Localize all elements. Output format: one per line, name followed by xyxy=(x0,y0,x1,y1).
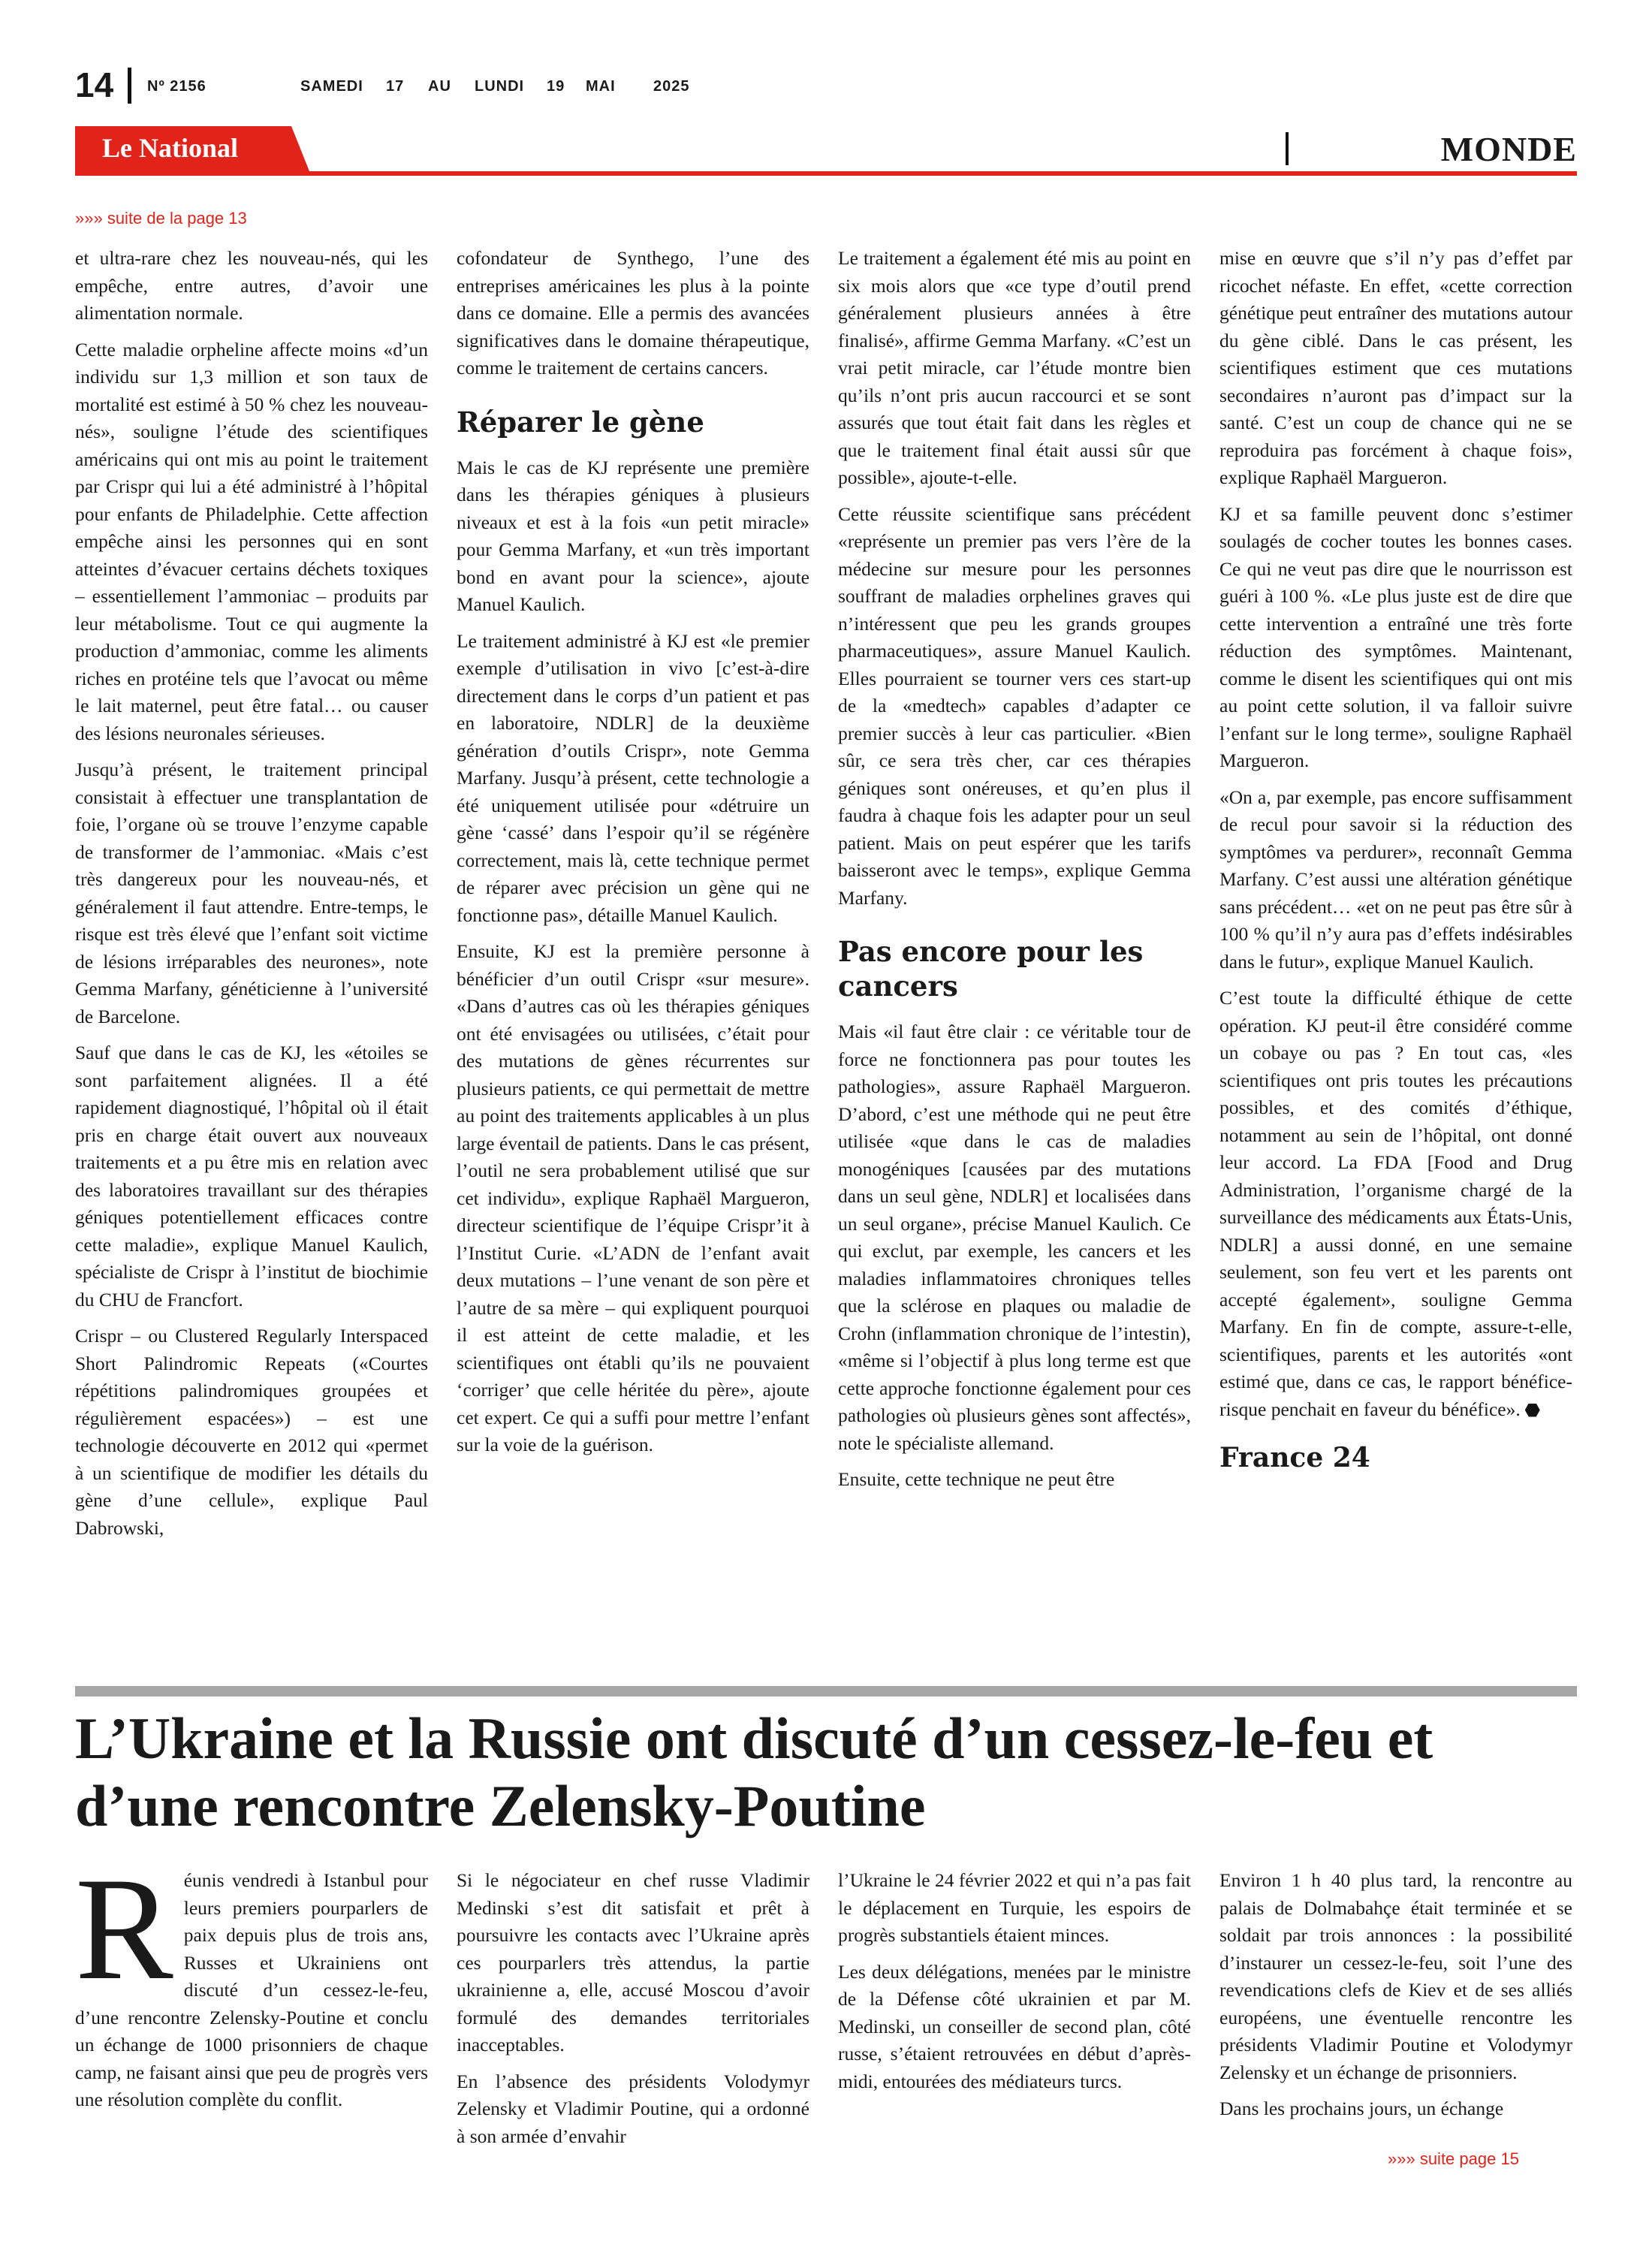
article2-column-3 xyxy=(838,1867,1191,2104)
end-mark-icon xyxy=(1525,1404,1540,1417)
article2-lead-text: éunis vendredi à Istanbul pour leurs premiers pourparlers de paix depuis plus de trois ans, Russes et Ukrainiens ont discuté d’un cessez-le-feu, d’une rencontre Zelensky-Poutine et conclu un échange de 1000 prisonniers de chaque camp, ne faisant ainsi que peu de progrès vers une résolution complète du conflit. xyxy=(75,1869,428,2110)
paragraph: Dans les prochains jours, un échange xyxy=(1219,2098,1504,2119)
paragraph: KJ et sa famille peuvent donc s’estimer soulagés de cocher toutes les bonnes cases. Ce qui ne veut pas dire que le nourrisson est guéri à 100 %. «Le plus juste est de dire que cette intervention a entraîné une très forte réduction des symptômes. Maintenant, comme le disent les scientifiques qui ont mis au point cette solution, il va falloir suivre l’enfant sur le long terme», souligne Raphaël Margueron. xyxy=(1219,502,1572,771)
paragraph: Les deux délégations, menées par le ministre de la Défense côté ukrainien et par M. Medinski, un conseiller de second plan, côté russe, s’étaient retrouvées en début d’après-midi, entourées des médiateurs turcs. xyxy=(838,1960,1191,2092)
paragraph: Cette réussite scientifique sans précédent «représente un premier pas vers l’ère de la médecine sur mesure pour les personnes souffrant de maladies orphelines graves qui n’intéressent que peu les grands groupes pharmaceutiques», assure Manuel Kaulich. Elles pourraient se tourner vers ces start-up de la «medtech» capables d’adapter ce premier succès à leur cas particulier. «Bien sûr, ce sera très cher, car ces thérapies géniques sont onéreuses, et qu’en plus il faudra à chaque fois les adapter pour un seul patient. Mais on peut espérer que les tarifs baisseront avec le temps», explique Gemma Marfany. xyxy=(838,502,1191,909)
article2-column-4 xyxy=(1219,1867,1572,2132)
subheading-reparer: Réparer le gène xyxy=(457,405,704,439)
date-day-end: LUNDI xyxy=(475,78,525,95)
article2-headline: L’Ukraine et la Russie ont discuté d’un cessez-le-feu et d’une rencontre Zelensky-Poutine xyxy=(75,1706,1433,1838)
issue-number: Nº 2156 xyxy=(147,78,206,95)
date-au: AU xyxy=(428,78,451,95)
paragraph: l’Ukraine le 24 février 2022 et qui n’a pas fait le déplacement en Turquie, les espoirs de progrès substantiels étaient minces. xyxy=(838,1869,1191,1946)
article1-column-4 xyxy=(1219,245,1572,1472)
paragraph xyxy=(75,1847,428,2114)
paragraph: Ensuite, KJ est la première personne à bénéficier d’un outil Crispr «sur mesure». «Dans d’autres cas où les thérapies géniques ont été envisagées ou utilisées, c’était pour des mutations de gènes récurrentes sur plusieurs patients, ce qui permettait de mettre au point des traitements applicables à un plus large éventail de patients. Dans le cas présent, l’outil ne sera probablement utilisé que sur cet individu», explique Raphaël Margueron, directeur scientifique de l’équipe Crispr’it à l’Institut Curie. «L’ADN de l’enfant avait deux mutations – l’une venant de son père et l’autre de sa mère – qui expliquent pourquoi il est atteint de cette maladie, et les scientifiques ont établi qu’ils ne pouvaient ‘corriger’ que celle héritée du père», ajoute cet expert. Ce qui a suffi pour mettre l’enfant sur la voie de la guérison. xyxy=(457,940,809,1455)
paragraph: Crispr – ou Clustered Regularly Interspaced Short Palindromic Repeats («Courtes répétitions palindromiques groupées et régulièrement espacées») – est une technologie découverte en 2012 qui «permet à un scientifique de modifier les détails du gène d’une cellule», explique Paul Dabrowski, xyxy=(75,1325,428,1539)
paragraph: Le traitement a également été mis au point en six mois alors que «ce type d’outil prend généralement plusieurs années à être finalisé», affirme Gemma Marfany. «C’est un vrai petit miracle, car l’étude montre bien qu’ils n’ont pris aucun raccourci et se sont assurés que tout était fait dans les règles et que le traitement final était aussi sûr que possible», ajoute-t-elle. xyxy=(838,247,1191,488)
date-end: 19 xyxy=(547,78,565,95)
paragraph: Jusqu’à présent, le traitement principal consistait à effectuer une transplantation de foie, l’organe où se trouve l’enzyme capable de transformer de l’ammoniac. «Mais c’est très dangereux pour les nouveau-nés, et généralement il faut attendre. Entre-temps, le risque est très élevé que l’enfant soit victime de lésions irréparables des neurones», note Gemma Marfany, généticienne à l’université de Barcelone. xyxy=(75,759,428,1027)
article2-column-1 xyxy=(75,1847,428,2123)
paragraph: Mais le cas de KJ représente une première dans les thérapies géniques à plusieurs niveaux et est à la fois «un petit miracle» pour Gemma Marfany, et «un très important bond en avant pour la science», ajoute Manuel Kaulich. xyxy=(457,456,809,615)
section-banner xyxy=(75,126,1577,177)
paragraph: Cette maladie orpheline affecte moins «d’un individu sur 1,3 million et son taux de mortalité est estimé à 50 % chez les nouveau-nés», souligne l’étude des scientifiques américains qui ont mis au point le traitement par Crispr qui lui a été administré à l’hôpital pour enfants de Philadelphie. Cette affection empêche ainsi les personnes qui en sont atteintes d’évacuer certains déchets toxiques – essentiellement l’ammoniac – produits par leur métabolisme. Tout ce qui augmente la production d’ammoniac, comme les aliments riches en protéine tels que l’avocat ou même le lait maternel, peut être fatal… ou causer des lésions neuronales sérieuses. xyxy=(75,338,428,744)
paragraph: et ultra-rare chez les nouveau-nés, qui les empêche, entre autres, d’avoir une alimentation normale. xyxy=(75,247,428,324)
continuation-from: »»» suite de la page 13 xyxy=(75,209,247,228)
article-separator xyxy=(75,1686,1577,1697)
continuation-to: »»» suite page 15 xyxy=(1388,2149,1519,2168)
banner-rule xyxy=(75,171,1577,176)
date-start: 17 xyxy=(386,78,405,95)
paragraph: mise en œuvre que s’il n’y pas d’effet par ricochet néfaste. En effet, «cette correction génétique peut entraîner des mutations autour du gène ciblé. Dans le cas présent, les scientifiques estiment que ces mutations secondaires n’auront pas d’impact sur la santé. C’est un coup de chance qui ne se reproduira pas forcément à chaque fois», explique Raphaël Margueron. xyxy=(1219,247,1572,488)
date-year: 2025 xyxy=(653,78,690,95)
subheading-cancers: Pas encore pour les cancers xyxy=(838,935,1144,1003)
page-number: 14 xyxy=(75,65,114,104)
page-header xyxy=(75,66,1577,111)
paragraph: Ensuite, cette technique ne peut être xyxy=(838,1468,1115,1490)
page-number-divider xyxy=(128,68,131,104)
paragraph xyxy=(1219,985,1572,1423)
article1-column-1 xyxy=(75,245,428,1551)
paragraph: cofondateur de Synthego, l’une des entreprises américaines les plus à la pointe dans ce domaine. Elle a permis des avancées significatives dans le domaine thérapeutique, comme le traitement de certains cancers. xyxy=(457,247,809,379)
article1-last-text: C’est toute la difficulté éthique de cette opération. KJ peut-il être considéré comme un cobaye ou pas ? En tout cas, «les scientifiques ont pris toutes les précautions possibles, et des comités d’éthique, notamment au sein de l’hôpital, ont donné leur accord. La FDA [Food and Drug Administration, l’organisme chargé de la surveillance des médicaments aux États-Unis, NDLR] a aussi donné, en une semaine seulement, son feu vert et les parents ont accepté également», souligne Gemma Marfany. En fin de compte, assure-t-elle, scientifiques, parents et les autorités «ont estimé que, dans ce cas, le rapport bénéfice-risque penchait en faveur du bénéfice». xyxy=(1219,987,1572,1420)
paragraph: «On a, par exemple, pas encore suffisamment de recul pour savoir si la réduction des symptômes va perdurer», reconnaît Gemma Marfany. C’est aussi une altération génétique sans précédent… «et on ne peut pas être sûr à 100 % qu’il n’y aura pas d’effets indésirables dans le futur», explique Manuel Kaulich. xyxy=(1219,786,1572,973)
paragraph: En l’absence des présidents Volodymyr Zelensky et Vladimir Poutine, qui a ordonné à son armée d’envahir xyxy=(457,2070,809,2147)
brand-logo: Le National xyxy=(102,133,239,163)
paragraph: Mais «il faut être clair : ce véritable tour de force ne fonctionnera pas pour toutes les pathologies», assure Raphaël Margueron. D’abord, c’est une méthode qui ne peut être utilisée «que dans le cas de maladies monogéniques [causées par des mutations dans un seul gène, NDLR] et localisées dans un seul organe», précise Manuel Kaulich. Ce qui exclut, par exemple, les cancers et les maladies inflammatoires chroniques telles que la sclérose en plaques ou maladie de Crohn (inflammation chronique de l’intestin), «même si l’objectif à plus long terme est que cette approche fonctionne également pour ces pathologies où plusieurs gènes sont affectés», note le spécialiste allemand. xyxy=(838,1021,1191,1454)
drop-cap: R xyxy=(75,1847,173,2010)
date-day-start: SAMEDI xyxy=(300,78,363,95)
article2-column-2 xyxy=(457,1867,809,2159)
article1-column-2 xyxy=(457,245,809,1468)
paragraph: Sauf que dans le cas de KJ, les «étoiles se sont parfaitement alignées. Il a été rapidement diagnostiqué, l’hôpital où il était pris en charge était ouvert aux nouveaux traitements et a pu être mis en relation avec des laboratoires travaillant sur des thérapies géniques potentiellement efficaces contre cette maladie», explique Manuel Kaulich, spécialiste de Crispr à l’institut de biochimie du CHU de Francfort. xyxy=(75,1042,428,1310)
article1-column-3 xyxy=(838,245,1191,1503)
paragraph: Si le négociateur en chef russe Vladimir Medinski s’est dit satisfait et prêt à poursuivre les contacts avec l’Ukraine après ces pourparlers très attendus, la partie ukrainienne a, elle, accusé Moscou d’avoir formulé des demandes territoriales inacceptables. xyxy=(457,1869,809,2055)
article-signature: France 24 xyxy=(1219,1442,1370,1473)
date-month: MAI xyxy=(586,78,616,95)
paragraph: Environ 1 h 40 plus tard, la rencontre au palais de Dolmabahçe était terminée et se soldait par trois annonces : la possibilité d’instaurer un cessez-le-feu, soit l’une des revendications clefs de Kiev et de ses alliés européens, une éventuelle rencontre les présidents Vladimir Poutine et Volodymyr Zelensky et un échange de prisonniers. xyxy=(1219,1869,1572,2083)
section-title: MONDE xyxy=(1440,130,1577,168)
section-divider xyxy=(1286,132,1289,165)
paragraph: Le traitement administré à KJ est «le premier exemple d’utilisation in vivo [c’est-à-dire directement dans le corps d’un patient et pas en laboratoire, NDLR] de la deuxième génération d’outils Crispr», note Gemma Marfany. Jusqu’à présent, cette technologie a été uniquement utilisée pour «détruire un gène ‘cassé’ dans l’espoir qu’il se régénère correctement, mais là, cette technique permet de réparer avec précision un gène qui ne fonctionne pas», détaille Manuel Kaulich. xyxy=(457,629,809,926)
